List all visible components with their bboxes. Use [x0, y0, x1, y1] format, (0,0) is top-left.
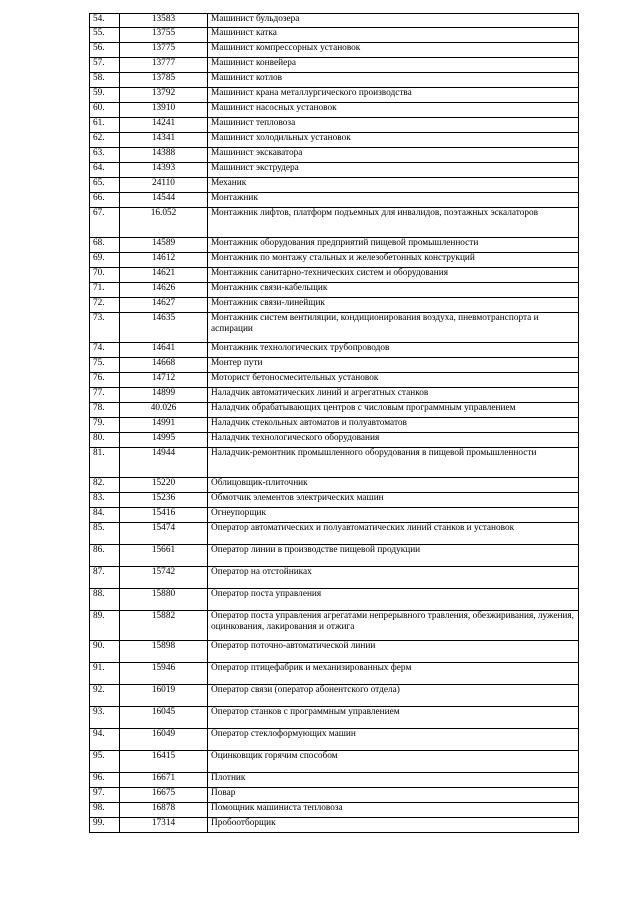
row-number: 57. — [90, 58, 120, 73]
profession-code: 16415 — [120, 751, 208, 773]
profession-name: Оператор стеклоформующих машин — [208, 729, 579, 751]
profession-code: 15416 — [120, 508, 208, 523]
profession-name: Помощник машиниста тепловоза — [208, 803, 579, 818]
profession-code: 14627 — [120, 298, 208, 313]
profession-code: 15236 — [120, 493, 208, 508]
row-number: 90. — [90, 641, 120, 663]
profession-code: 16045 — [120, 707, 208, 729]
profession-code: 15474 — [120, 523, 208, 545]
table-row — [90, 478, 579, 493]
table-row — [90, 388, 579, 403]
row-number: 79. — [90, 418, 120, 433]
row-number: 81. — [90, 448, 120, 478]
profession-name: Механик — [208, 178, 579, 193]
profession-name: Наладчик автоматических линий и агрегатных станков — [208, 388, 579, 403]
profession-code: 13775 — [120, 43, 208, 58]
table-body — [90, 14, 579, 833]
table-row — [90, 343, 579, 358]
profession-name: Монтажник по монтажу стальных и железобетонных конструкций — [208, 253, 579, 268]
profession-code: 14899 — [120, 388, 208, 403]
row-number: 96. — [90, 773, 120, 788]
profession-code: 15880 — [120, 589, 208, 611]
profession-name: Плотник — [208, 773, 579, 788]
table-row — [90, 253, 579, 268]
profession-code: 14991 — [120, 418, 208, 433]
profession-name: Наладчик технологического оборудования — [208, 433, 579, 448]
table-row — [90, 433, 579, 448]
profession-code: 16675 — [120, 788, 208, 803]
profession-name: Оператор автоматических и полуавтоматических линий станков и установок — [208, 523, 579, 545]
table-row — [90, 589, 579, 611]
profession-code: 13910 — [120, 103, 208, 118]
table-row — [90, 14, 579, 28]
row-number: 64. — [90, 163, 120, 178]
table-row — [90, 118, 579, 133]
profession-code: 16878 — [120, 803, 208, 818]
profession-code: 14241 — [120, 118, 208, 133]
row-number: 54. — [90, 14, 120, 28]
row-number: 76. — [90, 373, 120, 388]
row-number: 88. — [90, 589, 120, 611]
table-row — [90, 268, 579, 283]
row-number: 59. — [90, 88, 120, 103]
row-number: 73. — [90, 313, 120, 343]
profession-code: 15661 — [120, 545, 208, 567]
table-row — [90, 523, 579, 545]
profession-name: Оператор на отстойниках — [208, 567, 579, 589]
row-number: 63. — [90, 148, 120, 163]
row-number: 99. — [90, 818, 120, 833]
row-number: 56. — [90, 43, 120, 58]
profession-name: Наладчик стекольных автоматов и полуавтоматов — [208, 418, 579, 433]
profession-code: 14612 — [120, 253, 208, 268]
profession-code: 16671 — [120, 773, 208, 788]
table-row — [90, 493, 579, 508]
row-number: 89. — [90, 611, 120, 641]
profession-name: Монтажник оборудования предприятий пищевой промышленности — [208, 238, 579, 253]
table-row — [90, 403, 579, 418]
profession-name: Оператор связи (оператор абонентского отдела) — [208, 685, 579, 707]
profession-code: 15946 — [120, 663, 208, 685]
row-number: 68. — [90, 238, 120, 253]
profession-name: Машинист тепловоза — [208, 118, 579, 133]
row-number: 84. — [90, 508, 120, 523]
table-row — [90, 178, 579, 193]
table-row — [90, 773, 579, 788]
profession-code: 13777 — [120, 58, 208, 73]
row-number: 93. — [90, 707, 120, 729]
row-number: 60. — [90, 103, 120, 118]
profession-code: 15742 — [120, 567, 208, 589]
table-row — [90, 73, 579, 88]
table-row — [90, 611, 579, 641]
row-number: 94. — [90, 729, 120, 751]
table-row — [90, 58, 579, 73]
profession-name: Оператор поста управления — [208, 589, 579, 611]
table-row — [90, 298, 579, 313]
profession-name: Машинист бульдозера — [208, 14, 579, 28]
table-row — [90, 103, 579, 118]
profession-code: 16019 — [120, 685, 208, 707]
row-number: 66. — [90, 193, 120, 208]
table-row — [90, 567, 579, 589]
profession-name: Повар — [208, 788, 579, 803]
row-number: 75. — [90, 358, 120, 373]
profession-code: 14388 — [120, 148, 208, 163]
profession-code: 24110 — [120, 178, 208, 193]
profession-code: 14589 — [120, 238, 208, 253]
profession-code: 15898 — [120, 641, 208, 663]
profession-code: 13583 — [120, 14, 208, 28]
profession-code: 14641 — [120, 343, 208, 358]
row-number: 83. — [90, 493, 120, 508]
row-number: 74. — [90, 343, 120, 358]
table-row — [90, 788, 579, 803]
table-row — [90, 418, 579, 433]
table-row — [90, 508, 579, 523]
professions-table — [89, 13, 579, 833]
row-number: 85. — [90, 523, 120, 545]
profession-name: Монтажник связи-кабельщик — [208, 283, 579, 298]
profession-name: Машинист компрессорных установок — [208, 43, 579, 58]
table-row — [90, 358, 579, 373]
profession-code: 16049 — [120, 729, 208, 751]
profession-code: 14544 — [120, 193, 208, 208]
profession-name: Машинист конвейера — [208, 58, 579, 73]
profession-code: 14668 — [120, 358, 208, 373]
profession-code: 14712 — [120, 373, 208, 388]
row-number: 98. — [90, 803, 120, 818]
profession-code: 15882 — [120, 611, 208, 641]
table-row — [90, 208, 579, 238]
row-number: 69. — [90, 253, 120, 268]
profession-name: Обмотчик элементов электрических машин — [208, 493, 579, 508]
row-number: 62. — [90, 133, 120, 148]
profession-code: 14944 — [120, 448, 208, 478]
row-number: 92. — [90, 685, 120, 707]
table-row — [90, 88, 579, 103]
row-number: 77. — [90, 388, 120, 403]
profession-name: Оцинковщик горячим способом — [208, 751, 579, 773]
profession-code: 17314 — [120, 818, 208, 833]
profession-code: 13792 — [120, 88, 208, 103]
profession-code: 14995 — [120, 433, 208, 448]
profession-name: Машинист катка — [208, 28, 579, 43]
profession-code: 14621 — [120, 268, 208, 283]
profession-name: Монтажник связи-линейщик — [208, 298, 579, 313]
profession-name: Машинист холодильных установок — [208, 133, 579, 148]
profession-name: Пробоотборщик — [208, 818, 579, 833]
profession-code: 14341 — [120, 133, 208, 148]
table-row — [90, 803, 579, 818]
profession-code: 13785 — [120, 73, 208, 88]
row-number: 71. — [90, 283, 120, 298]
table-row — [90, 729, 579, 751]
row-number: 97. — [90, 788, 120, 803]
table-row — [90, 707, 579, 729]
row-number: 67. — [90, 208, 120, 238]
profession-code: 16.052 — [120, 208, 208, 238]
profession-code: 14626 — [120, 283, 208, 298]
profession-name: Оператор поста управления агрегатами непрерывного травления, обезжиривания, лужения, оцинкования, лакирования и отжига — [208, 611, 579, 641]
profession-name: Оператор птицефабрик и механизированных ферм — [208, 663, 579, 685]
profession-name: Оператор станков с программным управлением — [208, 707, 579, 729]
profession-name: Монтажник технологических трубопроводов — [208, 343, 579, 358]
row-number: 95. — [90, 751, 120, 773]
profession-name: Монтер пути — [208, 358, 579, 373]
row-number: 65. — [90, 178, 120, 193]
row-number: 58. — [90, 73, 120, 88]
profession-name: Машинист насосных установок — [208, 103, 579, 118]
profession-name: Монтажник санитарно-технических систем и оборудования — [208, 268, 579, 283]
profession-code: 13755 — [120, 28, 208, 43]
profession-name: Оператор линии в производстве пищевой продукции — [208, 545, 579, 567]
table-row — [90, 641, 579, 663]
table-row — [90, 193, 579, 208]
table-row — [90, 373, 579, 388]
table-row — [90, 313, 579, 343]
profession-name: Оператор поточно-автоматической линии — [208, 641, 579, 663]
profession-name: Огнеупорщик — [208, 508, 579, 523]
row-number: 91. — [90, 663, 120, 685]
profession-name: Облицовщик-плиточник — [208, 478, 579, 493]
table-row — [90, 545, 579, 567]
table-row — [90, 238, 579, 253]
row-number: 55. — [90, 28, 120, 43]
profession-name: Машинист котлов — [208, 73, 579, 88]
table-row — [90, 43, 579, 58]
table-row — [90, 283, 579, 298]
row-number: 82. — [90, 478, 120, 493]
table-row — [90, 163, 579, 178]
table-row — [90, 818, 579, 833]
row-number: 80. — [90, 433, 120, 448]
row-number: 86. — [90, 545, 120, 567]
profession-name: Монтажник лифтов, платформ подъемных для инвалидов, поэтажных эскалаторов — [208, 208, 579, 238]
profession-code: 40.026 — [120, 403, 208, 418]
row-number: 61. — [90, 118, 120, 133]
profession-code: 14635 — [120, 313, 208, 343]
table-row — [90, 685, 579, 707]
row-number: 70. — [90, 268, 120, 283]
row-number: 72. — [90, 298, 120, 313]
table-row — [90, 133, 579, 148]
row-number: 78. — [90, 403, 120, 418]
profession-code: 15220 — [120, 478, 208, 493]
profession-code: 14393 — [120, 163, 208, 178]
row-number: 87. — [90, 567, 120, 589]
profession-name: Наладчик-ремонтник промышленного оборудования в пищевой промышленности — [208, 448, 579, 478]
profession-name: Наладчик обрабатывающих центров с числовым программным управлением — [208, 403, 579, 418]
profession-name: Машинист крана металлургического производства — [208, 88, 579, 103]
profession-name: Монтажник систем вентиляции, кондиционирования воздуха, пневмотранспорта и аспирации — [208, 313, 579, 343]
table-row — [90, 28, 579, 43]
profession-name: Машинист экструдера — [208, 163, 579, 178]
profession-name: Моторист бетоносмесительных установок — [208, 373, 579, 388]
table-row — [90, 148, 579, 163]
table-row — [90, 751, 579, 773]
table-row — [90, 663, 579, 685]
table-row — [90, 448, 579, 478]
profession-name: Монтажник — [208, 193, 579, 208]
profession-name: Машинист экскаватора — [208, 148, 579, 163]
